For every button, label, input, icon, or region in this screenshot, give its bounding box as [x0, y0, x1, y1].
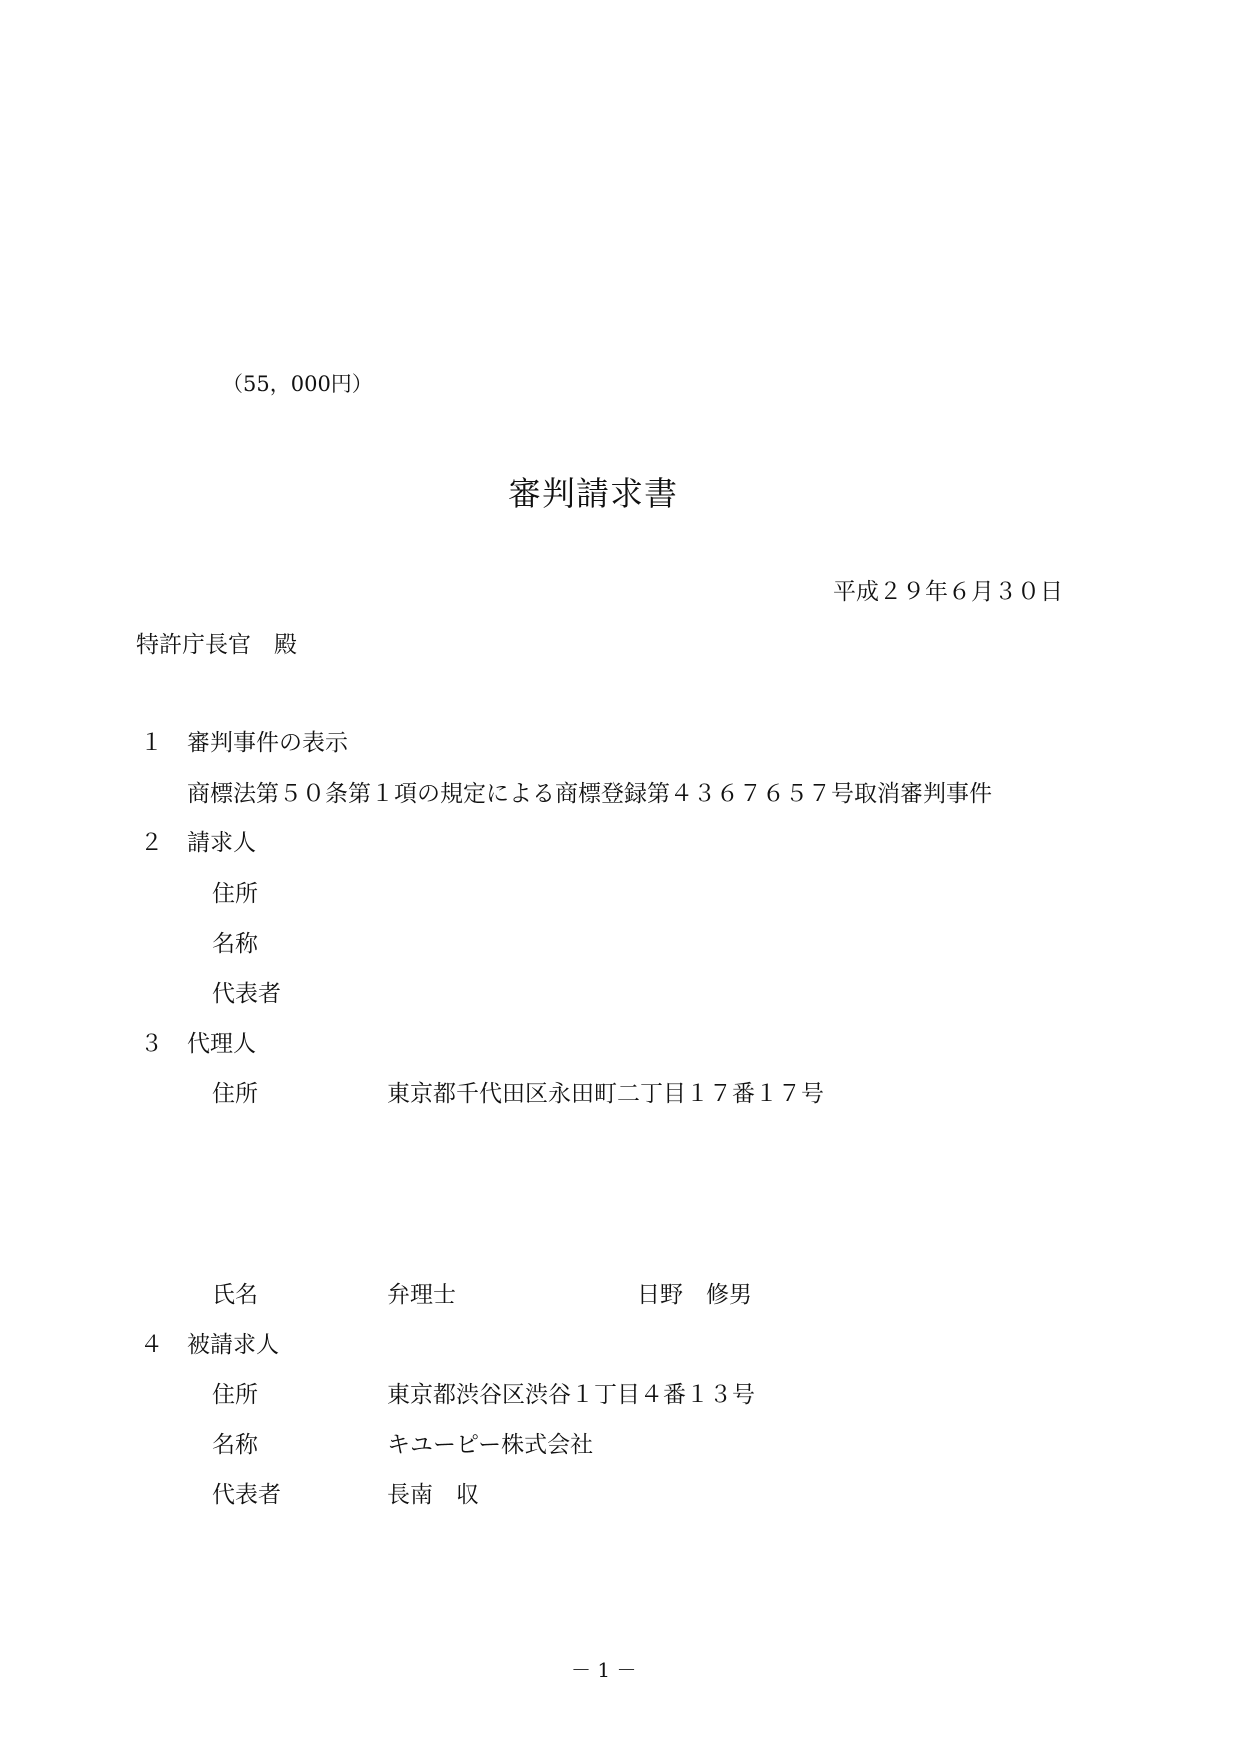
respondent-name-label: 名称 — [212, 1432, 258, 1458]
claimant-rep-label: 代表者 — [212, 981, 281, 1007]
document-title: 審判請求書 — [508, 474, 678, 513]
respondent-rep: 長南 収 — [387, 1482, 479, 1508]
section-4-heading: 被請求人 — [187, 1332, 279, 1358]
respondent-name: キユーピー株式会社 — [387, 1432, 594, 1458]
section-1-heading: 審判事件の表示 — [187, 730, 348, 756]
agent-name: 日野 修男 — [637, 1282, 752, 1308]
section-1-number: １ — [140, 730, 163, 756]
respondent-rep-label: 代表者 — [212, 1482, 281, 1508]
fee-amount: （55，000円） — [222, 372, 373, 396]
claimant-address-label: 住所 — [212, 881, 258, 907]
filing-date: 平成２９年６月３０日 — [833, 579, 1063, 605]
respondent-address: 東京都渋谷区渋谷１丁目４番１３号 — [387, 1382, 755, 1408]
page-number: － 1 － — [571, 1658, 637, 1682]
section-3-number: ３ — [140, 1031, 163, 1057]
section-3-heading: 代理人 — [187, 1031, 256, 1057]
agent-address-label: 住所 — [212, 1081, 258, 1107]
section-1-text: 商標法第５０条第１項の規定による商標登録第４３６７６５７号取消審判事件 — [187, 781, 992, 807]
section-2-number: ２ — [140, 830, 163, 856]
section-2-heading: 請求人 — [187, 830, 256, 856]
agent-name-label: 氏名 — [212, 1282, 258, 1308]
section-4-number: ４ — [140, 1332, 163, 1358]
addressee: 特許庁長官 殿 — [136, 632, 297, 658]
agent-title: 弁理士 — [387, 1282, 456, 1308]
agent-address: 東京都千代田区永田町二丁目１７番１７号 — [387, 1081, 824, 1107]
respondent-address-label: 住所 — [212, 1382, 258, 1408]
claimant-name-label: 名称 — [212, 931, 258, 957]
